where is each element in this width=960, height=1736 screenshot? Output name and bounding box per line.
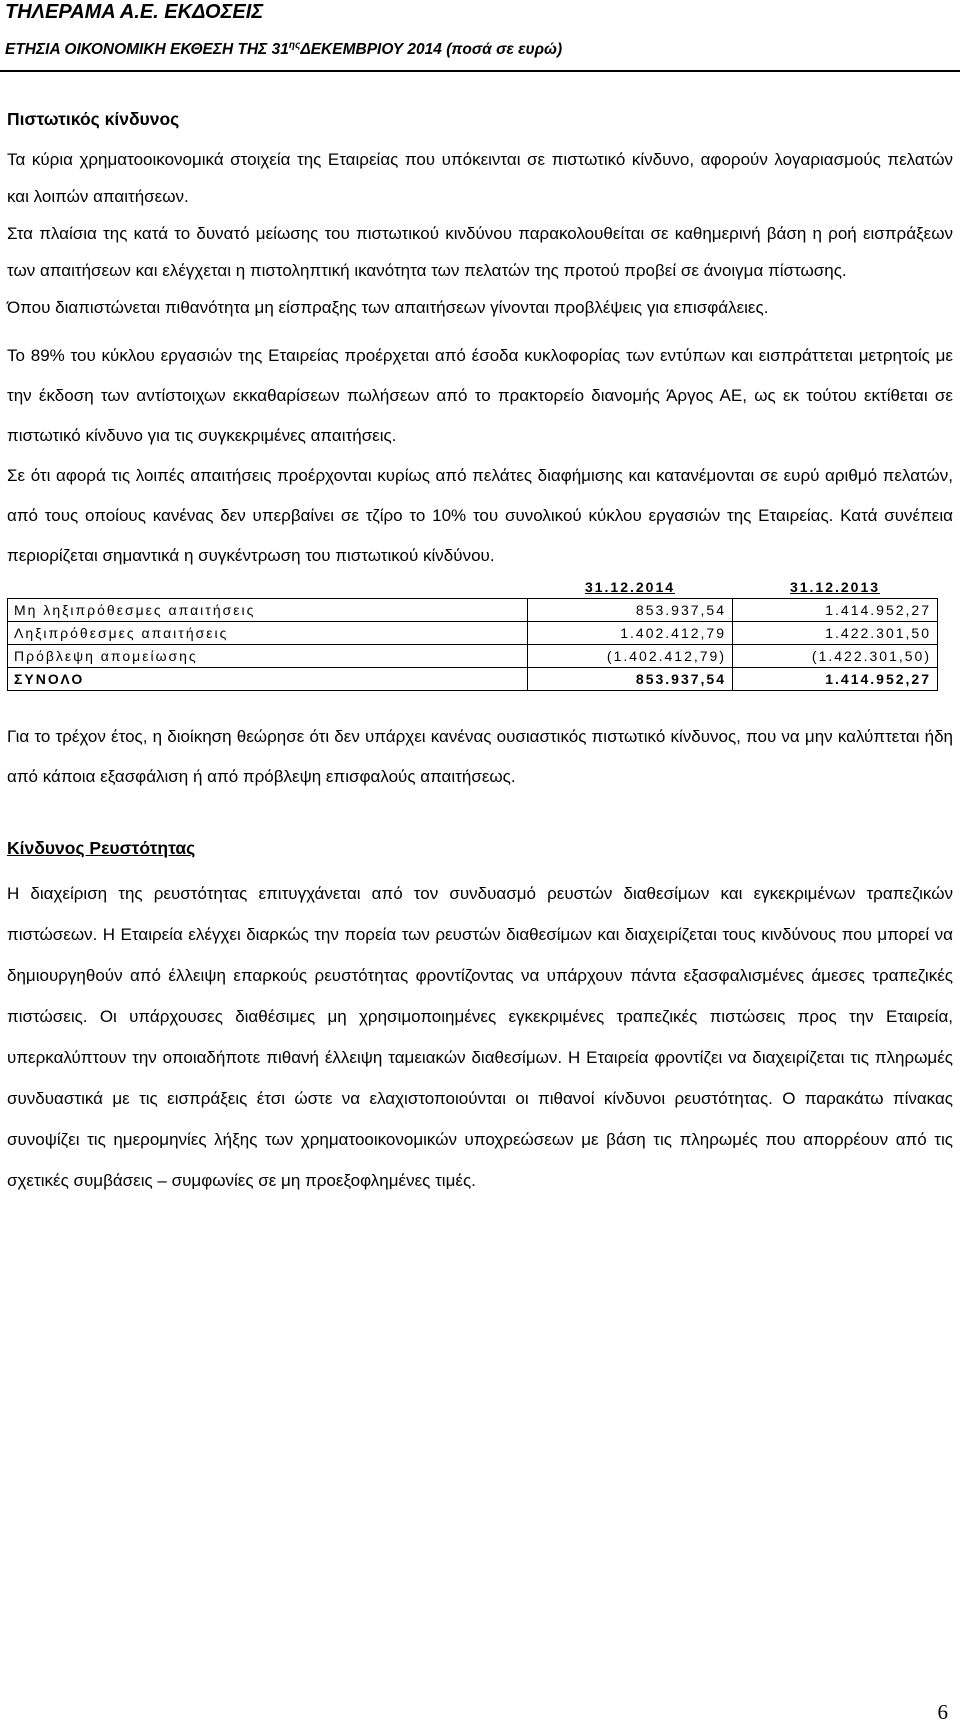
- row-value-2013: (1.422.301,50): [733, 645, 938, 668]
- credit-risk-paragraph-2: Στα πλαίσια της κατά το δυνατό μείωσης του πιστωτικού κινδύνου παρακολουθείται σε καθημερινή βάση η ροή εισπράξεων των απαιτήσεων και ελέγχεται η πιστοληπτική ικανότητα των πελατών της προτού προβεί σε άνοιγμα πίστωσης.: [7, 224, 953, 280]
- report-title-suffix: ΔΕΚΕΜΒΡΙΟΥ 2014 (ποσά σε ευρώ): [300, 41, 563, 59]
- table-header-row: [8, 576, 938, 599]
- document-body: [7, 106, 953, 1201]
- credit-risk-paragraph-5: Σε ότι αφορά τις λοιπές απαιτήσεις προέρχονται κυρίως από πελάτες διαφήμισης και κατανέμονται σε ευρύ αριθμό πελατών, από τους οποίους κανένας δεν υπερβαίνει σε τζίρο το 10% του συνολικού κύκλου εργασιών της Εταιρείας. Κατά συνέπεια περιορίζεται σημαντικά η συγκέντρωση του πιστωτικού κίνδύνου.: [7, 466, 953, 565]
- table-header-2014: 31.12.2014: [584, 579, 676, 595]
- row-value-2013: 1.422.301,50: [733, 622, 938, 645]
- row-label: Ληξιπρόθεσμες απαιτήσεις: [8, 622, 528, 645]
- row-label: Πρόβλεψη απομείωσης: [8, 645, 528, 668]
- report-title-prefix: ΕΤΗΣΙΑ ΟΙΚΟΝΟΜΙΚΗ ΕΚΘΕΣΗ ΤΗΣ 31: [5, 41, 289, 59]
- table-total-row: [8, 668, 938, 691]
- table-row: [8, 645, 938, 668]
- total-value-2013: 1.414.952,27: [733, 668, 938, 691]
- row-value-2013: 1.414.952,27: [733, 599, 938, 622]
- receivables-table-wrap: [7, 576, 953, 691]
- row-value-2014: 853.937,54: [528, 599, 733, 622]
- credit-risk-paragraph-6: Για το τρέχον έτος, η διοίκηση θεώρησε ότι δεν υπάρχει κανένας ουσιαστικός πιστωτικό κίνδυνος, που να μην καλύπτεται ήδη από κάποια εξασφάλιση ή από πρόβλεψη επισφαλούς απαιτήσεως.: [7, 727, 953, 786]
- liquidity-risk-heading: Κίνδυνος Ρευστότητας: [7, 838, 196, 858]
- table-header-blank: [8, 576, 528, 599]
- table-row: [8, 599, 938, 622]
- row-value-2014: (1.402.412,79): [528, 645, 733, 668]
- header-divider: [0, 70, 960, 72]
- credit-risk-heading: Πιστωτικός κίνδυνος: [7, 109, 180, 129]
- row-label: Μη ληξιπρόθεσμες απαιτήσεις: [8, 599, 528, 622]
- receivables-table: [7, 576, 938, 691]
- report-title: [5, 36, 955, 60]
- credit-risk-paragraph-3: Όπου διαπιστώνεται πιθανότητα μη είσπραξης των απαιτήσεων γίνονται προβλέψεις για επισφάλειες.: [7, 298, 769, 317]
- credit-risk-paragraph-1: Τα κύρια χρηματοοικονομικά στοιχεία της Εταιρείας που υπόκεινται σε πιστωτικό κίνδυνο, αφορούν λογαριασμούς πελατών και λοιπών απαιτήσεων.: [7, 150, 953, 206]
- report-title-sup: ης: [288, 40, 301, 51]
- table-row: [8, 622, 938, 645]
- table-header-2013: 31.12.2013: [789, 579, 881, 595]
- row-value-2014: 1.402.412,79: [528, 622, 733, 645]
- page-header: [5, 0, 955, 60]
- page-number: 6: [937, 1700, 948, 1724]
- company-name: ΤΗΛΕΡΑΜΑ Α.Ε. ΕΚΔΟΣΕΙΣ: [5, 1, 264, 23]
- total-label: ΣΥΝΟΛΟ: [8, 668, 528, 691]
- credit-risk-paragraph-4: Το 89% του κύκλου εργασιών της Εταιρείας προέρχεται από έσοδα κυκλοφορίας των εντύπων και εισπράττεται μετρητοίς με την έκδοση των αντίστοιχων εκκαθαρίσεων πωλήσεων από το πρακτορείο διανομής Άργος ΑΕ, ως εκ τούτου εκτίθεται σε πιστωτικό κίνδυνο για τις συγκεκριμένες απαιτήσεις.: [7, 346, 953, 445]
- liquidity-risk-paragraph: Η διαχείριση της ρευστότητας επιτυγχάνεται από τον συνδυασμό ρευστών διαθεσίμων και εγκεκριμένων τραπεζικών πιστώσεων. Η Εταιρεία ελέγχει διαρκώς την πορεία των ρευστών διαθεσίμων και διαχειρίζεται τους κινδύνους που μπορεί να δημιουργηθούν από έλλειψη επαρκούς ρευστότητας φροντίζοντας να υπάρχουν πάντα εξασφαλισμένες άμεσες τραπεζικές πιστώσεις. Οι υπάρχουσες διαθέσιμες μη χρησιμοποιημένες εγκεκριμένες τραπεζικές πιστώσεις προς την Εταιρεία, υπερκαλύπτουν την οποιαδήποτε πιθανή έλλειψη ταμειακών διαθεσίμων. Η Εταιρεία φροντίζει να διαχειρίζεται τις πληρωμές συνδυαστικά με τις εισπράξεις έτσι ώστε να ελαχιστοποιούνται οι πιθανοί κίνδυνοι ρευστότητας. Ο παρακάτω πίνακας συνοψίζει τις ημερομηνίες λήξης των χρηματοοικονομικών υποχρεώσεων με βάση τις πληρωμές που απορρέουν από τις σχετικές συμβάσεις – συμφωνίες σε μη προεξοφλημένες τιμές.: [7, 884, 953, 1190]
- total-value-2014: 853.937,54: [528, 668, 733, 691]
